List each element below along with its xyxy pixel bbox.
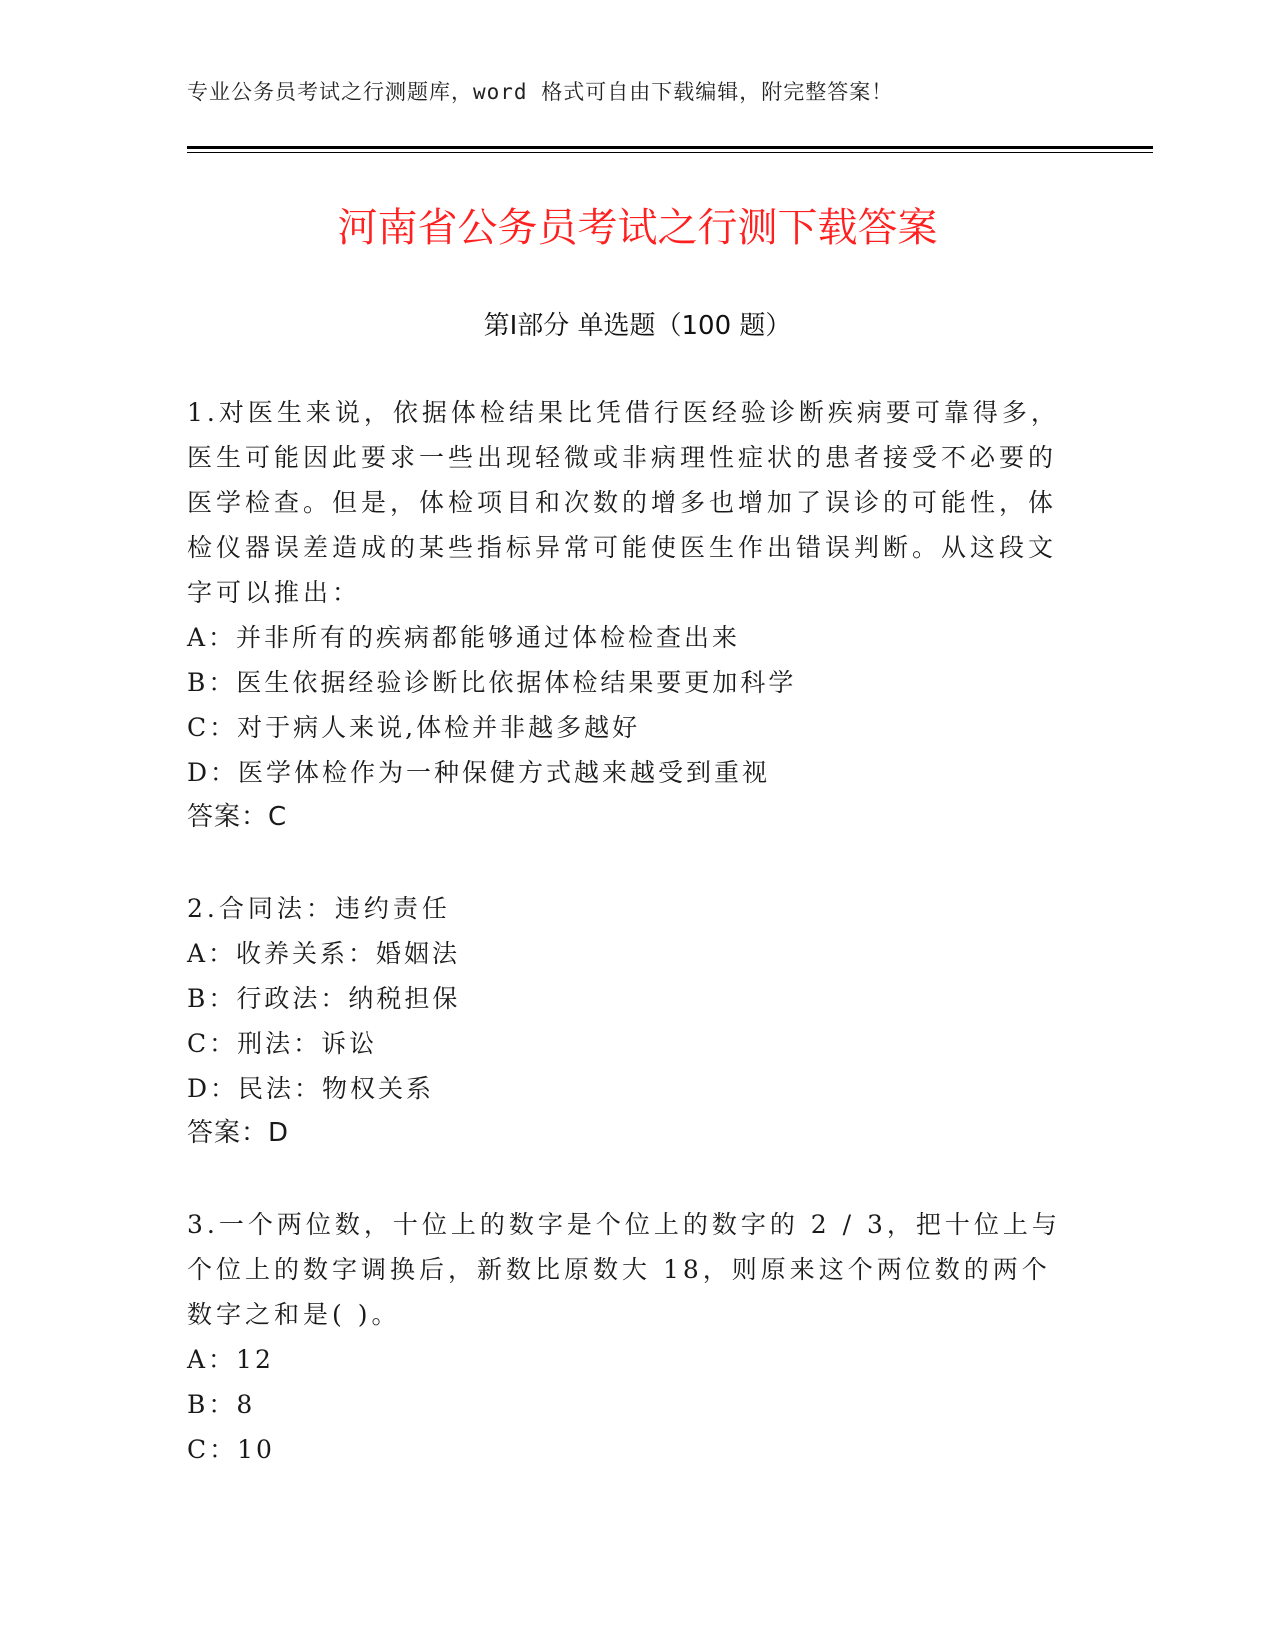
question-2 xyxy=(187,886,1067,1156)
option-c: C：对于病人来说,体检并非越多越好 xyxy=(187,713,641,742)
header-rule-thick xyxy=(187,146,1153,149)
answer-text: 答案：C xyxy=(187,802,288,832)
question-3 xyxy=(187,1202,1067,1472)
option-a: A：收养关系：婚姻法 xyxy=(187,939,461,968)
option-b: B：医生依据经验诊断比依据体检结果要更加科学 xyxy=(187,668,797,697)
option-c: C：10 xyxy=(187,1435,275,1464)
question-text: 2.合同法：违约责任 xyxy=(187,894,451,923)
document-title: 河南省公务员考试之行测下载答案 xyxy=(337,205,938,251)
option-a: A：12 xyxy=(187,1345,274,1374)
question-text: 1.对医生来说，依据体检结果比凭借行医经验诊断疾病要可靠得多，医生可能因此要求一些出现轻微或非病理性症状的患者接受不必要的医学检查。但是，体检项目和次数的增多也增加了误诊的可能性，体检仪器误差造成的某些指标异常可能使医生作出错误判断。从这段文字可以推出： xyxy=(187,398,1060,607)
option-b: B：8 xyxy=(187,1390,256,1419)
question-list xyxy=(187,390,1067,1518)
option-b: B：行政法：纳税担保 xyxy=(187,984,461,1013)
header-rule-thin xyxy=(187,152,1153,153)
header-note: 专业公务员考试之行测题库，word 格式可自由下载编辑，附完整答案！ xyxy=(187,80,894,104)
question-1 xyxy=(187,390,1067,840)
section-title: 第Ⅰ部分 单选题（100 题） xyxy=(483,311,792,341)
question-text: 3.一个两位数，十位上的数字是个位上的数字的 2 / 3，把十位上与个位上的数字调换后，新数比原数大 18，则原来这个两位数的两个数字之和是( )。 xyxy=(187,1210,1061,1329)
option-c: C：刑法：诉讼 xyxy=(187,1029,378,1058)
answer-text: 答案：D xyxy=(187,1118,290,1148)
option-d: D：医学体检作为一种保健方式越来越受到重视 xyxy=(187,758,771,787)
option-a: A：并非所有的疾病都能够通过体检检查出来 xyxy=(187,623,741,652)
option-d: D：民法：物权关系 xyxy=(187,1074,435,1103)
